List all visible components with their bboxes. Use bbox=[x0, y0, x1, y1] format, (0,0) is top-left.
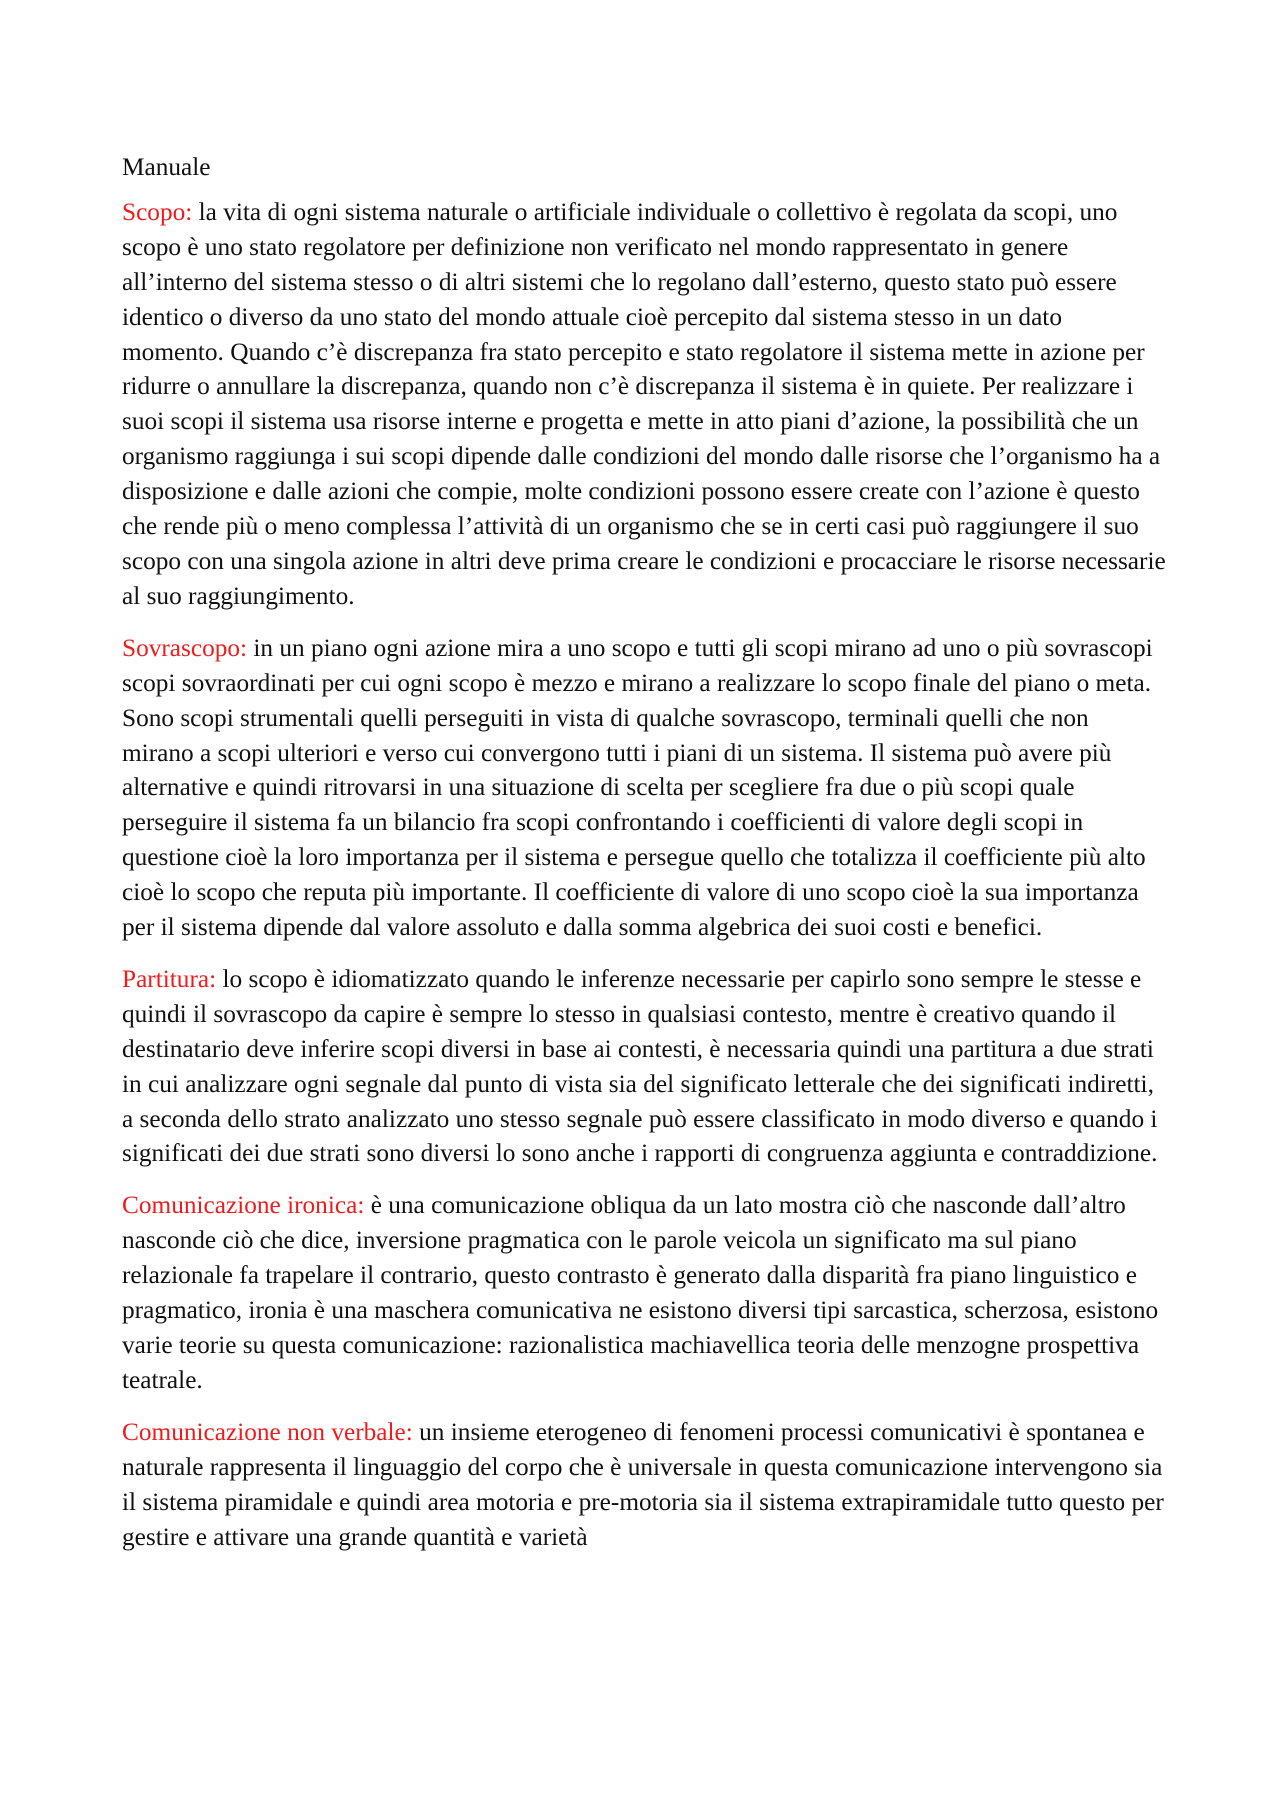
section-text: in un piano ogni azione mira a uno scopo e tutti gli scopi mirano ad uno o più sovrascopi scopi sovraordinati per cui ogni scopo è mezzo e mirano a realizzare lo scopo finale del piano o meta. Sono scopi strumentali quelli perseguiti in vista di qualche sovrascopo, terminali quelli che non mirano a scopi ulteriori e verso cui convergono tutti i piani di un sistema. Il sistema può avere più alternative e quindi ritrovarsi in una situazione di scelta per scegliere fra due o più scopi quale perseguire il sistema fa un bilancio fra scopi confrontando i coefficienti di valore degli scopi in questione cioè la loro importanza per il sistema e persegue quello che totalizza il coefficiente più alto cioè lo scopo che reputa più importante. Il coefficiente di valore di uno scopo cioè la sua importanza per il sistema dipende dal valore assoluto e dalla somma algebrica dei suoi costi e benefici. bbox=[122, 633, 1153, 942]
section-term: Partitura: bbox=[122, 964, 217, 993]
section-term: Sovrascopo: bbox=[122, 633, 248, 662]
section-term: Scopo: bbox=[122, 197, 193, 226]
section-text: la vita di ogni sistema naturale o artificiale individuale o collettivo è regolata da scopi, uno scopo è uno stato regolatore per definizione non verificato nel mondo rappresentato in genere all’interno del sistema stesso o di altri sistemi che lo regolano dall’esterno, questo stato può essere identico o diverso da uno stato del mondo attuale cioè percepito dal sistema stesso in un dato momento. Quando c’è discrepanza fra stato percepito e stato regolatore il sistema mette in azione per ridurre o annullare la discrepanza, quando non c’è discrepanza il sistema è in quiete. Per realizzare i suoi scopi il sistema usa risorse interne e progetta e mette in atto piani d’azione, la possibilità che un organismo raggiunga i sui scopi dipende dalle condizioni del mondo dalle risorse che l’organismo ha a disposizione e dalle azioni che compie, molte condizioni possono essere create con l’azione è questo che rende più o meno complessa l’attività di un organismo che se in certi casi può raggiungere il suo scopo con una singola azione in altri deve prima creare le condizioni e procacciare le risorse necessarie al suo raggiungimento. bbox=[122, 197, 1166, 610]
section-sovrascopo bbox=[122, 631, 1166, 945]
section-comunicazione-non-verbale bbox=[122, 1415, 1166, 1555]
document-title: Manuale bbox=[122, 153, 211, 181]
section-text: lo scopo è idiomatizzato quando le inferenze necessarie per capirlo sono sempre le stesse e quindi il sovrascopo da capire è sempre lo stesso in qualsiasi contesto, mentre è creativo quando il destinatario deve inferire scopi diversi in base ai contesti, è necessaria quindi una partitura a due strati in cui analizzare ogni segnale dal punto di vista sia del significato letterale che dei significati indiretti, a seconda dello strato analizzato uno stesso segnale può essere classificato in modo diverso e quando i significati dei due strati sono diversi lo sono anche i rapporti di congruenza aggiunta e contraddizione. bbox=[122, 964, 1158, 1168]
section-text: è una comunicazione obliqua da un lato mostra ciò che nasconde dall’altro nasconde ciò che dice, inversione pragmatica con le parole veicola un significato ma sul piano relazionale fa trapelare il contrario, questo contrasto è generato dalla disparità fra piano linguistico e pragmatico, ironia è una maschera comunicativa ne esistono diversi tipi sarcastica, scherzosa, esistono varie teorie su questa comunicazione: razionalistica machiavellica teoria delle menzogne prospettiva teatrale. bbox=[122, 1191, 1159, 1394]
section-term: Comunicazione ironica: bbox=[122, 1191, 365, 1220]
section-scopo bbox=[122, 195, 1166, 614]
section-term: Comunicazione non verbale: bbox=[122, 1417, 413, 1446]
section-partitura bbox=[122, 962, 1166, 1171]
document-body bbox=[122, 150, 1166, 1571]
section-comunicazione-ironica bbox=[122, 1188, 1166, 1397]
section-text: un insieme eterogeneo di fenomeni processi comunicativi è spontanea e naturale rappresenta il linguaggio del corpo che è universale in questa comunicazione intervengono sia il sistema piramidale e quindi area motoria e pre-motoria sia il sistema extrapiramidale tutto questo per gestire e attivare una grande quantità e varietà bbox=[122, 1417, 1164, 1551]
